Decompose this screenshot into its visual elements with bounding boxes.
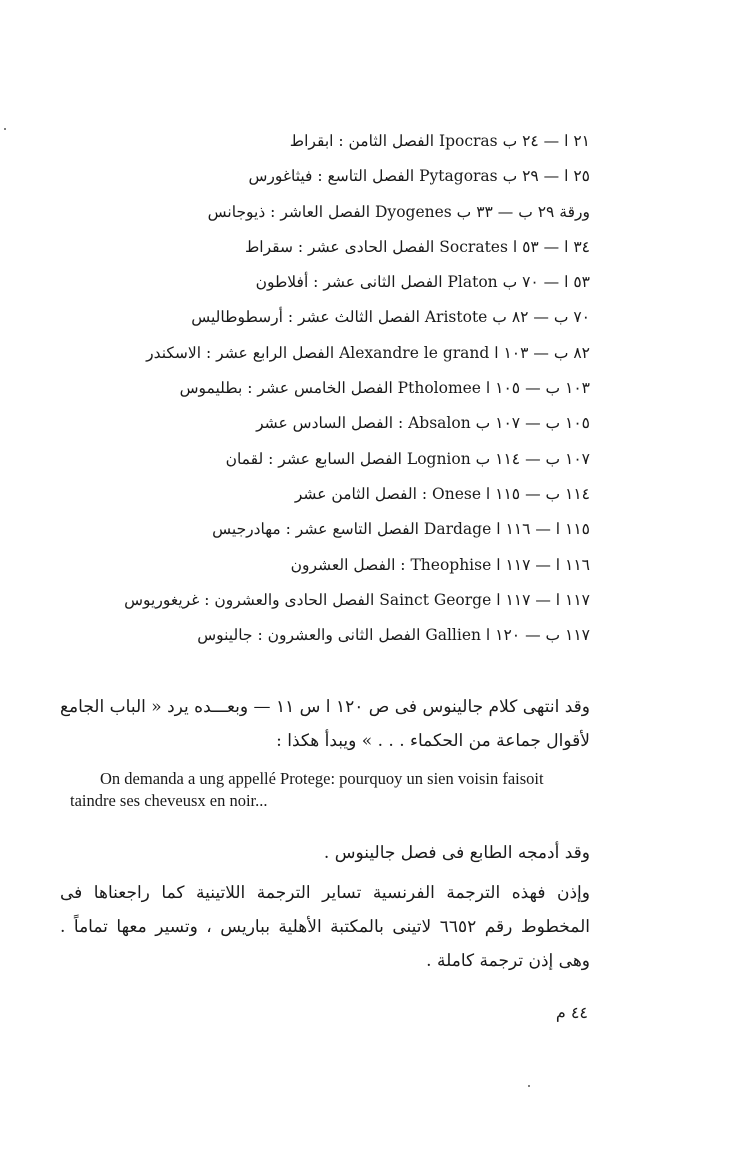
editor-note-text: وقد أدمجه الطابع فى فصل جالينوس . xyxy=(323,843,590,863)
chapter-12-line: الفصل الثانى عشر : أفلاطون Platon ٥٣ ا — ٧٠ ب xyxy=(255,273,590,292)
edition-paragraph-text: وإذن فهذه الترجمة الفرنسية تساير الترجمة اللاتينية كما راجعناها فى المخطوط رقم ٦٦٥٢ لاتينى بالمكتبة الأهلية بباريس ، وتسير معها تماماً . وهى إذن ترجمة كاملة . xyxy=(60,883,590,971)
chapter-21-line: الفصل الحادى والعشرون : غريغوريوس Sainct George ١١٧ ا — ١١٧ ا xyxy=(124,590,590,609)
chapter-list xyxy=(60,124,590,653)
editor-note xyxy=(60,836,590,870)
edition-paragraph xyxy=(60,876,590,978)
closing-paragraph xyxy=(60,690,590,758)
chapter-9-line: الفصل التاسع : فيثاغورس Pytagoras ٢٥ ا — ٢٩ ب xyxy=(248,167,590,186)
chapter-10-line: الفصل العاشر : ذيوجانس Dyogenes ورقة ٢٩ ب — ٣٣ ب xyxy=(207,202,590,221)
chapter-16-line: الفصل السادس عشر : Absalon ١٠٥ ب — ١٠٧ ب xyxy=(256,414,590,433)
chapter-15-line: الفصل الخامس عشر : بطليموس Ptholomee ١٠٣ ب — ١٠٥ ا xyxy=(179,379,590,398)
page-number: ٤٤ م xyxy=(555,1003,588,1022)
chapter-8-line: الفصل الثامن : ابقراط Ipocras ٢١ ا — ٢٤ ب xyxy=(289,132,590,150)
chapter-11-line: الفصل الحادى عشر : سقراط Socrates ٣٤ ا — ٥٣ ا xyxy=(244,237,590,256)
chapter-14-line: الفصل الرابع عشر : الاسكندر Alexandre le grand ٨٢ ب — ١٠٣ ا xyxy=(146,343,590,362)
french-quote: On demanda a ung appellé Protege: pourquoy un sien voisin faisoit taindre ses cheveusx en noir... xyxy=(70,769,544,810)
scan-speck xyxy=(528,1085,530,1087)
closing-paragraph-text: وقد انتهى كلام جالينوس فى ص ١٢٠ ا س ١١ — وبعـــده يرد « الباب الجامع لأقوال جماعة من الحكماء . . . » ويبدأ هكذا : xyxy=(60,697,590,751)
chapter-19-line: الفصل التاسع عشر : مهادرجيس Dardage ١١٥ ا — ١١٦ ا xyxy=(212,520,590,539)
chapter-22-line: الفصل الثانى والعشرون : جالينوس Gallien ١١٧ ب — ١٢٠ ا xyxy=(197,626,590,645)
chapter-20-line: الفصل العشرون : Theophise ١١٦ ا — ١١٧ ا xyxy=(290,555,590,574)
chapter-18-line: الفصل الثامن عشر : Onese ١١٤ ب — ١١٥ ا xyxy=(294,484,590,503)
chapter-13-line: الفصل الثالث عشر : أرسطوطاليس Aristote ٧٠ ب — ٨٢ ب xyxy=(191,308,590,327)
chapter-17-line: الفصل السابع عشر : لقمان Lognion ١٠٧ ب — ١١٤ ب xyxy=(225,449,590,468)
scan-speck xyxy=(4,128,6,130)
